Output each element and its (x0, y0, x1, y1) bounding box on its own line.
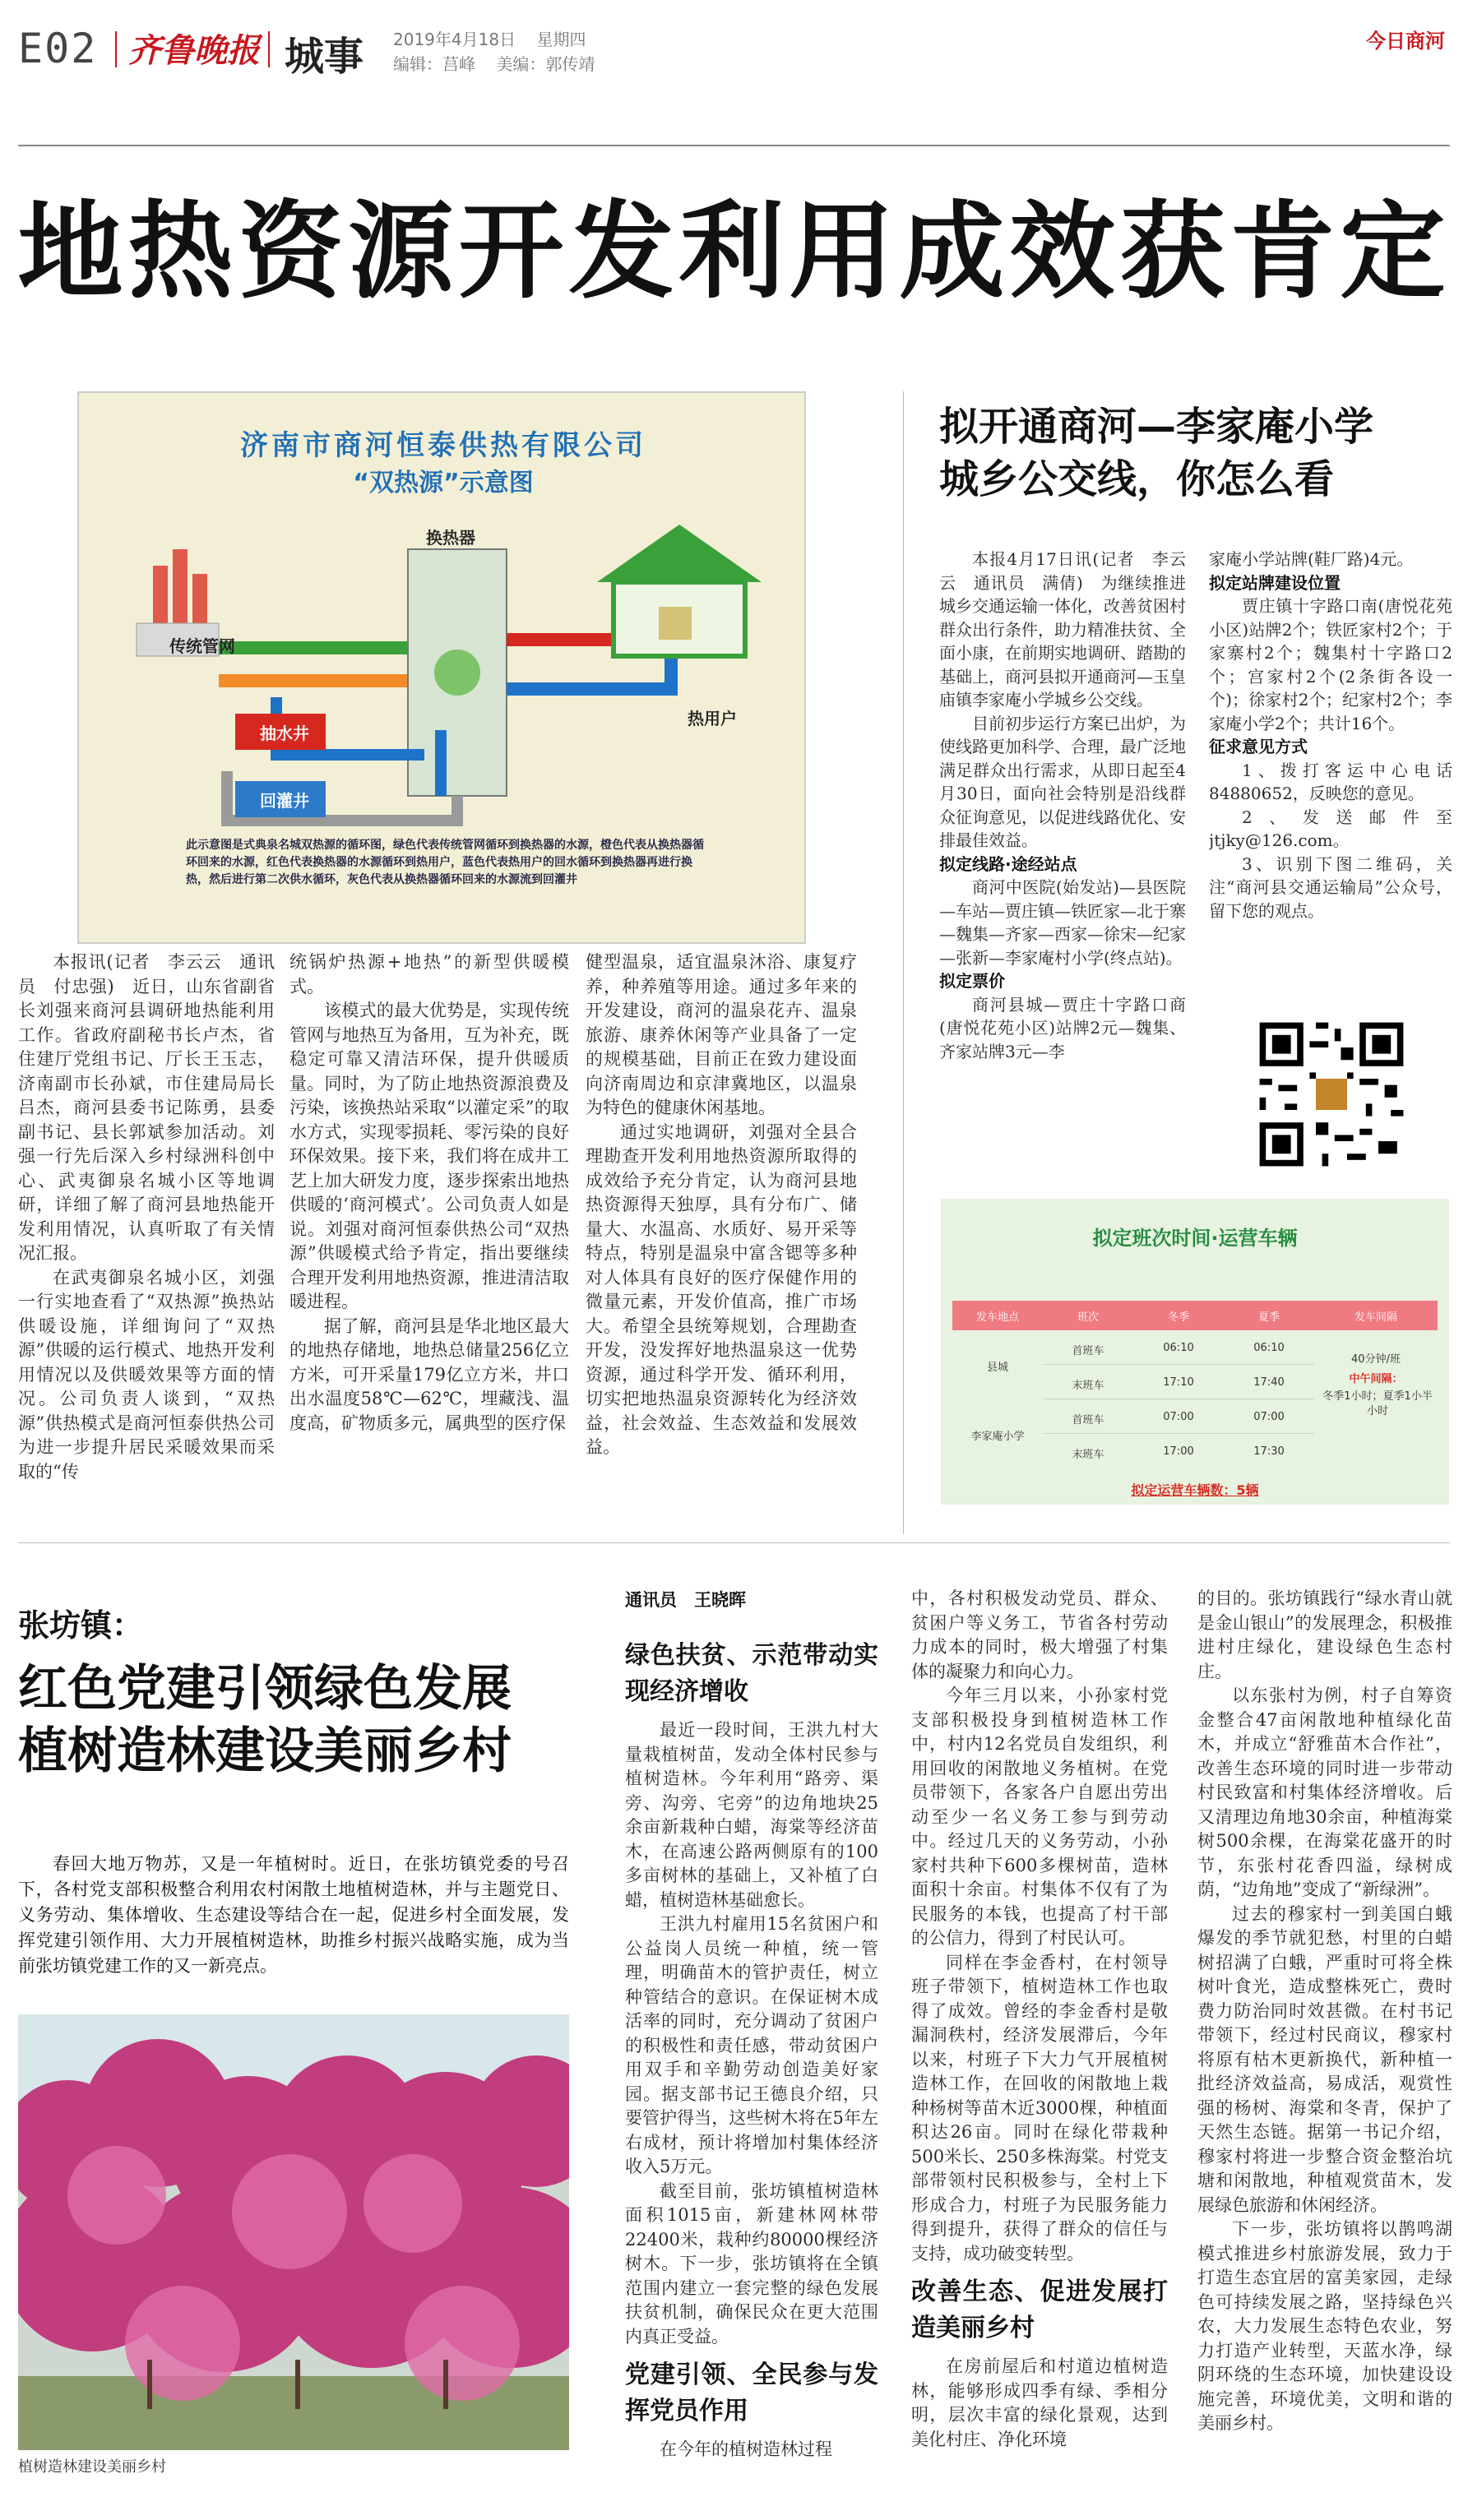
subheading: 拟定站牌建设位置 (1209, 572, 1341, 593)
section-name: 城事 (285, 34, 364, 80)
weekday-text: 星期四 (536, 30, 586, 49)
subheading: 拟定线路·途经站点 (939, 853, 1077, 874)
label-user: 热用户 (688, 709, 737, 728)
paragraph: 3、识别下图二维码，关注“商河县交通运输局”公众号，留下您的观点。 (1209, 853, 1452, 921)
section-heading: 党建引领、全民参与发挥党员作用 (625, 2360, 878, 2425)
paragraph: 商河县城—贾庄十字路口商(唐悦花苑小区)站牌2元—魏集、齐家站牌3元—李 (939, 994, 1186, 1061)
masthead-divider-2 (268, 31, 270, 67)
header-shift: 班次 (1077, 1311, 1099, 1324)
paper-logo: 齐鲁晚报 (128, 31, 260, 70)
qr-code-icon[interactable] (1253, 1016, 1410, 1172)
issue-date (393, 26, 586, 50)
table-row (1043, 1401, 1314, 1434)
diagram-subtitle: “双热源”示意图 (353, 469, 534, 497)
paragraph: 2、发送邮件至jtjky@126.com。 (1209, 807, 1452, 850)
paragraph: 本报4月17日讯(记者 李云云 通讯员 满倩) 为继续推进城乡交通运输一体化，改善贫困村群众出行条件，助力精准扶贫、全面小康，在前期实地调研、踏勘的基础上，商河县拟开通商河—玉皇庙镇李家庵小学城乡公交线。 (939, 549, 1186, 710)
cell-winter: 17:00 (1163, 1445, 1194, 1458)
label-return-well: 回灌井 (260, 791, 309, 811)
paragraph: 该模式的最大优势是，实现传统管网与地热互为备用，互为补充，既稳定可靠又清洁环保，提升供暖质量。同时，为了防止地热资源浪费及污染，该换热站采取“以灌定采”的取水方式，实现零损耗、零污染的良好环保效果。接下来，我们将在成井工艺上加大研发力度，逐步探索出地热供暖的‘商河模式’。公司负责人如是说。刘强对商河恒泰供热公司“双热源”供暖模式给予肯定，指出要继续合理开发利用地热资源，推进清洁取暖进程。 (289, 1001, 569, 1311)
header-winter: 冬季 (1167, 1311, 1189, 1324)
paragraph: 通过实地调研，刘强对全县合理勘查开发利用地热资源所取得的成效给予充分肯定，认为商河县地热资源得天独厚，具有分布广、储量大、水温高、水质好、易开采等特点，特别是温泉中富含锶等多种对人体具有良好的医疗保健作用的微量元素，开发价值高，推广市场大。希望全县统筹规划，合理勘查开发，没发挥好地热温泉这一优势资源，通过科学开发、循环利用，切实把地热温泉资源转化为经济效益，社会效益、生态效益和发展效益。 (586, 1121, 857, 1457)
cell-winter: 17:10 (1163, 1376, 1194, 1389)
paragraph: 的目的。张坊镇践行“绿水青山就是金山银山”的发展理念，积极推进村庄绿化，建设绿色生态村庄。 (1197, 1588, 1452, 1681)
cell-shift: 首班车 (1072, 1414, 1104, 1426)
photo-caption: 植树造林建设美丽乡村 (18, 2458, 166, 2476)
region-label: 今日商河 (1366, 30, 1445, 53)
cell-winter: 06:10 (1163, 1342, 1194, 1354)
paragraph: 在今年的植树造林过程 (660, 2439, 832, 2459)
section-heading: 改善生态、促进发展打造美丽乡村 (911, 2277, 1168, 2342)
header-interval: 发车间隔 (1354, 1311, 1397, 1324)
editor-credits (393, 51, 595, 75)
article2-col1 (939, 548, 1186, 1187)
paragraph: 同样在李金香村，在村领导班子带领下，植树造林工作也取得了成效。曾经的李金香村是敬漏洞秩村，经济发展滞后，今年以来，村班子下大力气开展植树造林工作，在回收的闲散地上栽种杨树等苗木近3000棵，种植面积达26亩。同时在绿化带栽种500米长、250多株海棠。村党支部带领村民积极参与，全村上下形成合力，村班子为民服务能力得到提升，获得了群众的信任与支持，成功破变转型。 (911, 1952, 1168, 2263)
article2-col2 (1209, 548, 1452, 1008)
interval-line2: 中午间隔： (1349, 1373, 1403, 1385)
cell-place: 李家庵小学 (970, 1431, 1025, 1443)
paragraph: 本报讯(记者 李云云 通讯员 付忠强) 近日，山东省副省长刘强来商河县调研地热能利用工作。省政府副秘书长卢杰，省住建厅党组书记、厅长王玉志，济南副市长孙斌，市住建局局长吕杰，商河县委书记陈勇，县委副书记、县长郭斌参加活动。刘强一行先后深入乡村绿洲科创中心、武夷御泉名城小区等地调研，详细了解了商河县地热能开发利用情况，认真听取了有关情况汇报。 (18, 952, 275, 1263)
cell-shift: 末班车 (1072, 1380, 1104, 1392)
timetable (941, 1199, 1449, 1505)
section-separator (18, 1542, 1450, 1543)
article2-title-line1: 拟开通商河—李家庵小学 (939, 404, 1374, 450)
masthead (0, 0, 1468, 115)
cell-shift: 首班车 (1072, 1345, 1104, 1357)
house-icon (597, 525, 762, 656)
paragraph: 王洪九村雇用15名贫困户和公益岗人员统一种植，统一管理，明确苗木的管护责任，树立种管结合的意识。在保证树木成活率的同时，充分调动了贫困户的积极性和责任感，带动贫困户用双手和辛勤劳动创造美好家园。据支部书记王德良介绍，只要管护得当，这些树木将在5年左右成材，预计将增加村集体经济收入5万元。 (625, 1914, 878, 2176)
timetable-header-row (952, 1301, 1438, 1330)
paragraph: 今年三月以来，小孙家村党支部积极投身到植树造林工作中，村内12名党员自发组织，利用回收的闲散地义务植树。在党员带领下，各家各户自愿出劳出动至少一名义务工参与到劳动中。经过几天的义务劳动，小孙家村共种下600多棵树苗，造林面积十余亩。村集体不仅有了为民服务的本钱，也提高了村干部的公信力，得到了村民认可。 (911, 1685, 1168, 1948)
timetable-title: 拟定班次时间·运营车辆 (1092, 1227, 1298, 1250)
article3-title-line2: 植树造林建设美丽乡村 (18, 1722, 512, 1780)
diagram-title: 济南市商河恒泰供热有限公司 (240, 429, 646, 462)
cell-shift: 末班车 (1072, 1449, 1104, 1461)
cell-summer: 17:40 (1253, 1376, 1285, 1389)
paragraph: 截至目前，张坊镇植树造林面积1015亩，新建林网林带22400米，栽种约80000棵经济树木。下一步，张坊镇将在全镇范围内建立一套完整的绿色发展扶贫机制，确保民众在更大范围内真正受益。 (625, 2180, 878, 2347)
article1-col3 (586, 950, 857, 1526)
interval-line3: 冬季1小时；夏季1小半小时 (1322, 1390, 1433, 1417)
paragraph: 健型温泉，适宜温泉沐浴、康复疗养，种养殖等用途。通过多年来的开发建设，商河的温泉花卉、温泉旅游、康养休闲等产业具备了一定的规模基础，目前正在致力建设面向济南周边和京津冀地区，以温泉为特色的健康休闲基地。 (586, 952, 857, 1117)
paragraph: 过去的穆家村一到美国白蛾爆发的季节就犯愁，村里的白蜡树招满了白蛾，严重时可将全株树叶食光，造成整株死亡，费时费力防治同时效甚微。在村书记带领下，经过村民商议，穆家村将原有枯木更新换代，新种植一批经济效益高，易成活，观赏性强的杨树、海棠和冬青，保护了天然生态链。据第一书记介绍，穆家村将进一步整合资金整治坑塘和闲散地，种植观赏苗木，发展绿色旅游和休闲经济。 (1197, 1903, 1452, 2215)
paragraph: 下一步，张坊镇将以鹊鸣湖模式推进乡村旅游发展，致力于打造生态宜居的富美家园，走绿色可持续发展之路，坚持绿色兴农，大力发展生态特色农业，努力打造产业转型，天蓝水净，绿阴环绕的生态环境，加快建设设施完善，环境优美，文明和谐的美丽乡村。 (1197, 2219, 1452, 2433)
editor-text: 编辑：莒峰 (393, 54, 475, 74)
designer-text: 美编：郭传靖 (496, 54, 595, 74)
cell-place: 县城 (986, 1362, 1008, 1374)
page-code: E02 (18, 25, 98, 72)
label-pump-well: 抽水井 (260, 724, 309, 743)
article3-col3 (1197, 1587, 1452, 2509)
paragraph: 商河中医院(始发站)—县医院—车站—贾庄镇—铁匠家—北于寨—魏集—齐家—西家—徐宋—纪家—张新—李家庵村小学(终点站)。 (939, 877, 1186, 968)
paragraph: 统锅炉热源+地热”的新型供暖模式。 (289, 952, 569, 996)
article1-col2 (289, 950, 569, 1526)
header-summer: 夏季 (1257, 1311, 1280, 1324)
paragraph: 在房前屋后和村道边植树造林，能够形成四季有绿、季相分明，层次丰富的绿化景观，达到美化村庄、净化环境 (911, 2356, 1168, 2449)
paragraph: 1、拨打客运中心电话84880652，反映您的意见。 (1209, 760, 1452, 803)
paragraph: 据了解，商河县是华北地区最大的地热存储地，地热总储量256亿立方米，可开采量179亿立方米，井口出水温度58℃—62℃，埋藏浅、温度高，矿物质多元，属典型的医疗保 (289, 1315, 569, 1433)
paragraph: 以东张村为例，村子自筹资金整合47亩闲散地种植绿化苗木，并成立“舒雅苗木合作社”，改善生态环境的同时进一步带动村民致富和村集体经济增收。后又清理边角地30余亩，种植海棠树500余棵，在海棠花盛开的时节，东张村花香四溢，绿树成荫，“边角地”变成了“新绿洲”。 (1197, 1685, 1452, 1899)
article1-col1 (18, 950, 275, 1493)
paragraph: 贾庄镇十字路口南(唐悦花苑小区)站牌2个；铁匠家村2个；于家寨村2个；魏集村十字路口2个；宫家村2个(2条街各设一个)；徐家村2个；纪家村2个；李家庵小学2个；共计16个。 (1209, 596, 1452, 733)
timetable-body (952, 1332, 1438, 1470)
cell-winter: 07:00 (1163, 1411, 1194, 1423)
paragraph: 目前初步运行方案已出炉，为使线路更加科学、合理，最广泛地满足群众出行需求，从即日起至4月30日，面向社会特别是沿线群众征询意见，以促进线路优化、安排最佳效益。 (939, 713, 1186, 850)
cell-summer: 06:10 (1253, 1342, 1285, 1354)
article3-col1 (625, 1638, 878, 2509)
article3-title-line1: 红色党建引领绿色发展 (18, 1660, 512, 1718)
table-row (1043, 1366, 1314, 1399)
main-headline: 地热资源开发利用成效获肯定 (17, 191, 1451, 313)
paragraph: 最近一段时间，王洪九村大量栽植树苗，发动全体村民参与植树造林。今年利用“路旁、渠旁、沟旁、宅旁”的边角地块25余亩新栽种白蜡，海棠等经济苗木，在高速公路两侧原有的100多亩树林的基础上，又补植了白蜡，植树造林基础愈长。 (625, 1720, 878, 1910)
cell-summer: 07:00 (1253, 1411, 1285, 1423)
paragraph: 中，各村积极发动党员、群众、贫困户等义务工，节省各村劳动力成本的同时，极大增强了村集体的凝聚力和向心力。 (911, 1588, 1168, 1681)
masthead-divider (115, 31, 117, 67)
section-heading: 绿色扶贫、示范带动实现经济增收 (625, 1641, 878, 1706)
label-exchange: 换热器 (426, 528, 475, 548)
header-place: 发车地点 (975, 1311, 1019, 1324)
timetable-footer: 拟定运营车辆数：5辆 (1131, 1482, 1259, 1498)
date-text: 2019年4月18日 (393, 30, 516, 49)
table-row (1043, 1332, 1314, 1365)
table-row (1043, 1436, 1314, 1468)
interval-line1: 40分钟/班 (1351, 1353, 1401, 1366)
paragraph: 在武夷御泉名城小区，刘强一行实地查看了“双热源”换热站供暖设施，详细询问了“双热源”供暖的运行模式、地热开发利用情况以及供暖效果等方面的情况。公司负责人谈到，“双热源”供热模式是商河恒泰供热公司为进一步提升居民采暖效果而采取的“传 (18, 1267, 275, 1482)
article3-byline: 通讯员 王晓晖 (625, 1590, 746, 1610)
article3-kicker: 张坊镇： (18, 1607, 144, 1644)
tree-photo (18, 2014, 569, 2450)
masthead-rule (18, 145, 1450, 146)
article3-lead: 春回大地万物苏，又是一年植树时。近日，在张坊镇党委的号召下，各村党支部积极整合利用农村闲散土地植树造林，并与主题党日、义务劳动、集体增收、生态建设等结合在一起，促进乡村全面发展，发挥党建引领作用、大力开展植树造林，助推乡村振兴战略实施，成为当前张坊镇党建工作的又一新亮点。 (18, 1854, 569, 1976)
cell-summer: 17:30 (1253, 1445, 1285, 1458)
subheading: 征求意见方式 (1209, 737, 1308, 756)
article2-title-line2: 城乡公交线，你怎么看 (939, 456, 1335, 502)
column-separator (903, 391, 904, 1534)
diagram-caption: 此示意图是式典泉名城双热源的循环图，绿色代表传统管网循环到换热器的水源，橙色代表从换热器循环回来的水源，红色代表换热器的水源循环到热用户，蓝色代表热用户的回水循环到换热器再进行换热，然后进行第二次供水循环，灰色代表从换热器循环回来的水源流到回灌井 (186, 839, 704, 886)
label-pipe: 传统管网 (169, 636, 235, 656)
article3-col2 (911, 1587, 1168, 2509)
heating-diagram (77, 391, 806, 944)
paragraph: 家庵小学站牌(鞋厂路)4元。 (1209, 549, 1414, 569)
subheading: 拟定票价 (939, 971, 1005, 991)
